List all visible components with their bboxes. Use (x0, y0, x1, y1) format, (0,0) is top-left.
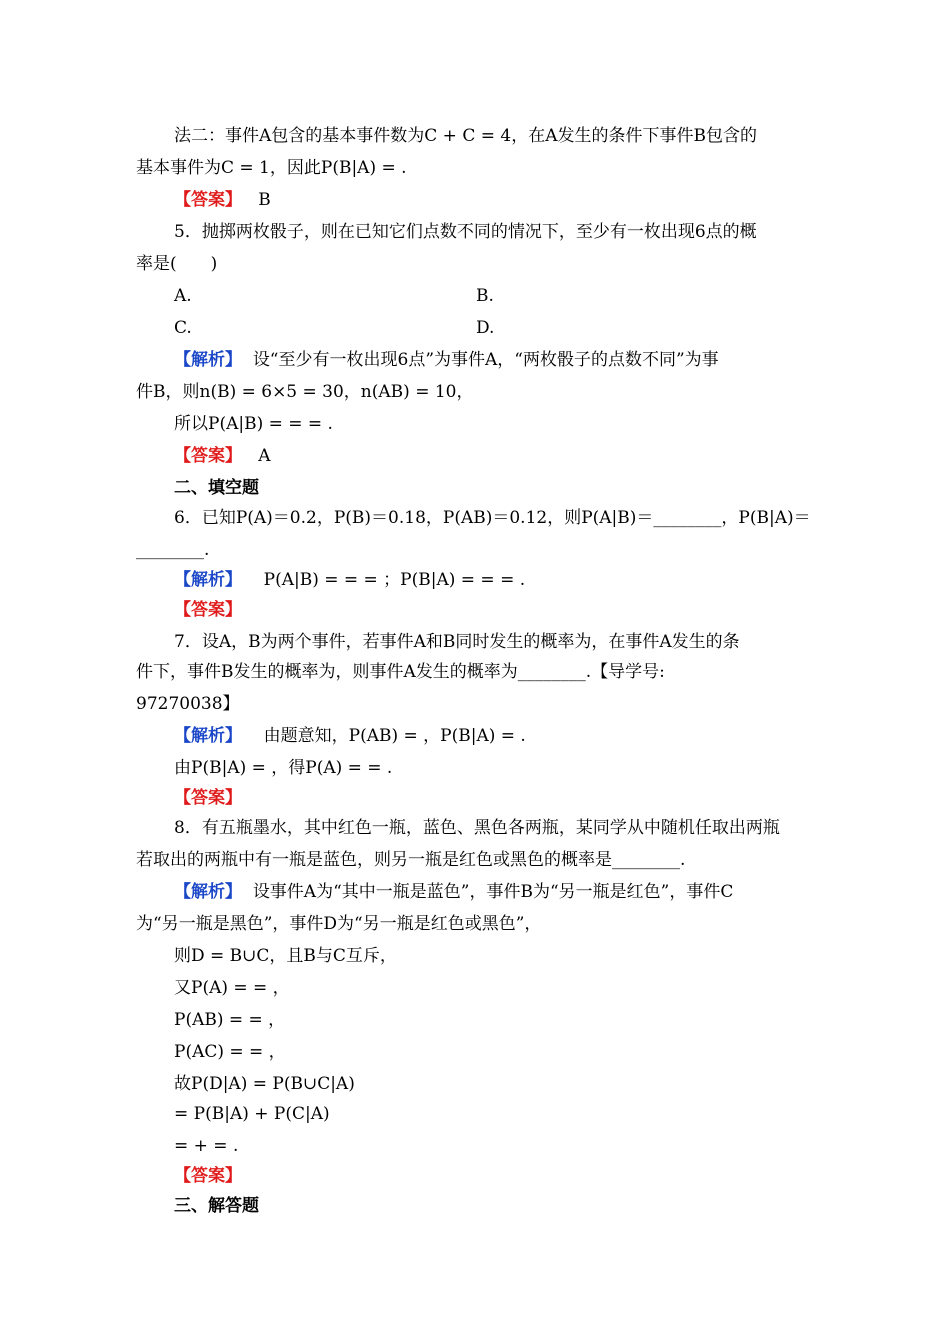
method-2-line-1: 法二：事件A包含的基本事件数为C + C = 4，在A发生的条件下事件B包含的 (174, 126, 757, 146)
answer-4: 【答案】 B (174, 190, 271, 210)
option-row-ab: A. (174, 286, 192, 306)
option-d: D. (476, 318, 495, 338)
question-8-line-1: 8．有五瓶墨水，其中红色一瓶，蓝色、黑色各两瓶，某同学从中随机任取出两瓶 (174, 818, 780, 838)
q6-analysis: 【解析】 P(A|B) = = = ；P(B|A) = = = . (174, 570, 526, 590)
q8-analysis-line-6: P(AC) = = ， (174, 1042, 286, 1062)
option-b: B. (476, 286, 494, 306)
section-3-heading: 三、解答题 (174, 1196, 259, 1216)
section-2-heading: 二、填空题 (174, 478, 259, 498)
option-c: C. (174, 318, 192, 338)
q8-analysis-line-3: 则D = B∪C，且B与C互斥， (174, 946, 397, 966)
answer-5: 【答案】 A (174, 446, 271, 466)
question-6-line-2: ________. (136, 540, 210, 560)
answer-8: 【答案】 (174, 1166, 242, 1186)
q5-analysis-line-2: 件B，则n(B) = 6×5 = 30，n(AB) = 10， (136, 382, 474, 402)
answer-6: 【答案】 (174, 600, 242, 620)
q8-analysis-line-1: 【解析】 设事件A为“其中一瓶是蓝色”，事件B为“另一瓶是红色”，事件C (174, 882, 734, 902)
q7-analysis-line-2: 由P(B|A) = ，得P(A) = = . (174, 758, 393, 778)
method-2-line-2: 基本事件为C = 1，因此P(B|A) = . (136, 158, 407, 178)
q8-analysis-line-9: = + = . (174, 1136, 239, 1156)
q8-analysis-line-7: 故P(D|A) = P(B∪C|A) (174, 1074, 355, 1094)
question-7-line-1: 7．设A，B为两个事件，若事件A和B同时发生的概率为，在事件A发生的条 (174, 632, 740, 652)
q8-analysis-line-8: = P(B|A) + P(C|A) (174, 1104, 330, 1124)
q7-analysis-line-1: 【解析】 由题意知，P(AB) = ，P(B|A) = . (174, 726, 526, 746)
question-7-line-3: 97270038】 (136, 694, 240, 714)
q5-analysis-line-3: 所以P(A|B) = = = . (174, 414, 333, 434)
question-5-line-1: 5．抛掷两枚骰子，则在已知它们点数不同的情况下，至少有一枚出现6点的概 (174, 222, 757, 242)
q5-analysis-line-1: 【解析】 设“至少有一枚出现6点”为事件A，“两枚骰子的点数不同”为事 (174, 350, 719, 370)
q8-analysis-line-4: 又P(A) = = ， (174, 978, 290, 998)
question-8-line-2: 若取出的两瓶中有一瓶是蓝色，则另一瓶是红色或黑色的概率是________. (136, 850, 686, 870)
q8-analysis-line-5: P(AB) = = ， (174, 1010, 286, 1030)
question-5-line-2: 率是( ) (136, 254, 218, 274)
answer-7: 【答案】 (174, 788, 242, 808)
question-7-line-2: 件下，事件B发生的概率为，则事件A发生的概率为________.【导学号: (136, 662, 665, 682)
q8-analysis-line-2: 为“另一瓶是黑色”，事件D为“另一瓶是红色或黑色”， (136, 914, 542, 934)
question-6-line-1: 6．已知P(A)＝0.2，P(B)＝0.18，P(AB)＝0.12，则P(A|B)＝________，P(B|A)＝ (174, 508, 811, 528)
